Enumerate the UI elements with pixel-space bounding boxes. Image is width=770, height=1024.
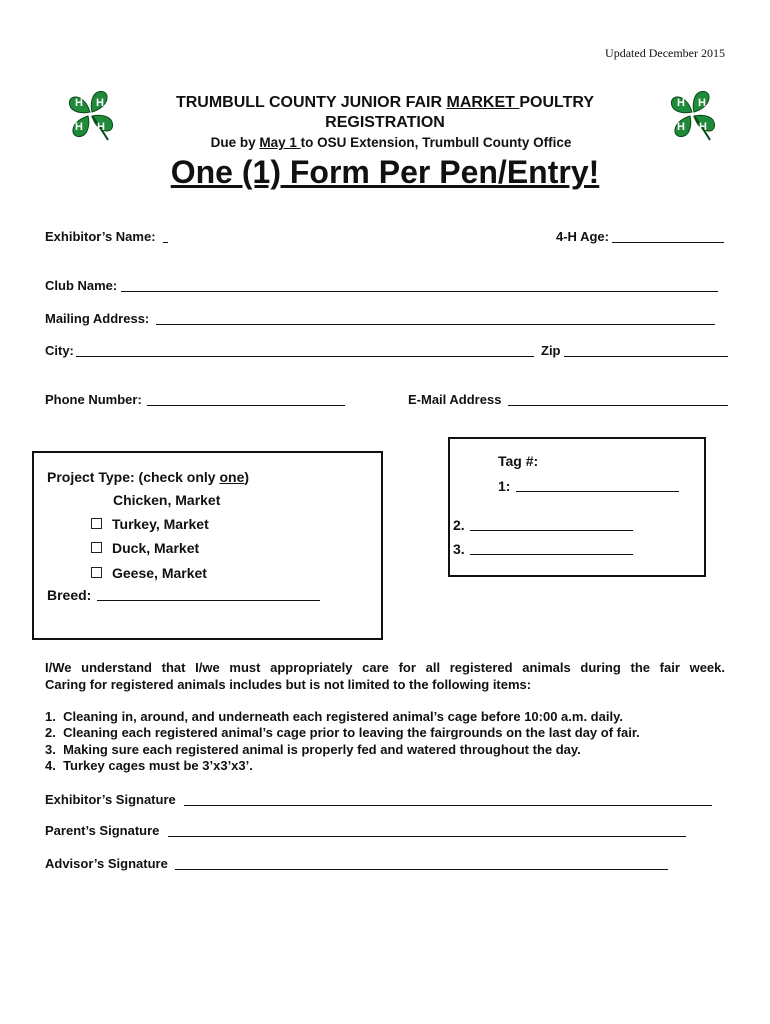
agreement-item-4: 4. Turkey cages must be 3’x3’x3’. <box>45 758 253 773</box>
tag-3-field[interactable] <box>470 554 633 555</box>
form-title-line1: TRUMBULL COUNTY JUNIOR FAIR MARKET POULTRY <box>175 94 595 111</box>
advisor-signature-field[interactable] <box>175 869 668 870</box>
zip-field[interactable] <box>564 356 728 357</box>
club-name-label: Club Name: <box>45 278 118 293</box>
option-geese[interactable]: Geese, Market <box>91 565 207 581</box>
updated-date: Updated December 2015 <box>605 46 725 60</box>
city-field[interactable] <box>76 356 534 357</box>
checkbox-icon[interactable] <box>91 567 102 578</box>
option-turkey[interactable]: Turkey, Market <box>91 516 209 532</box>
tag-1-field[interactable] <box>516 491 679 492</box>
banner-heading: One (1) Form Per Pen/Entry! <box>170 154 600 190</box>
svg-text:H: H <box>96 97 104 109</box>
checkbox-icon[interactable] <box>91 542 102 553</box>
agreement-intro-2: Caring for registered animals includes but is not limited to the following items: <box>45 677 532 692</box>
option-duck[interactable]: Duck, Market <box>91 540 199 556</box>
city-label: City: <box>45 343 74 358</box>
email-label: E-Mail Address <box>408 392 502 407</box>
svg-text:H: H <box>698 97 706 109</box>
parent-signature-label: Parent’s Signature <box>45 823 160 838</box>
breed-field[interactable] <box>97 600 320 601</box>
svg-text:H: H <box>677 121 685 133</box>
form-title-line2: REGISTRATION <box>325 114 445 131</box>
mailing-address-label: Mailing Address: <box>45 311 150 326</box>
tag-2-field[interactable] <box>470 530 633 531</box>
email-field[interactable] <box>508 405 728 406</box>
exhibitor-name-field[interactable] <box>163 242 168 243</box>
tag-1-label: 1: <box>498 478 511 494</box>
breed-label: Breed: <box>47 587 92 603</box>
tag-title: Tag #: <box>498 453 539 469</box>
mailing-address-field[interactable] <box>156 324 715 325</box>
parent-signature-field[interactable] <box>168 836 686 837</box>
exhibitor-signature-field[interactable] <box>184 805 712 806</box>
advisor-signature-label: Advisor’s Signature <box>45 856 168 871</box>
club-name-field[interactable] <box>121 291 718 292</box>
svg-text:H: H <box>699 121 707 133</box>
agreement-item-1: 1. Cleaning in, around, and underneath each registered animal’s cage before 10:00 a.m. daily. <box>45 709 623 724</box>
tag-3-label: 3. <box>453 541 465 557</box>
phone-label: Phone Number: <box>45 392 142 407</box>
svg-text:H: H <box>75 121 83 133</box>
agreement-item-2: 2. Cleaning each registered animal’s cage prior to leaving the fairgrounds on the last day of fair. <box>45 725 640 740</box>
exhibitor-name-label: Exhibitor’s Name: <box>45 229 156 244</box>
tag-box <box>448 437 706 577</box>
due-date-line: Due by May 1 to OSU Extension, Trumbull County Office <box>210 135 572 150</box>
option-chicken[interactable]: Chicken, Market <box>113 492 221 508</box>
exhibitor-signature-label: Exhibitor’s Signature <box>45 792 176 807</box>
svg-text:H: H <box>75 97 83 109</box>
tag-2-label: 2. <box>453 517 465 533</box>
phone-field[interactable] <box>147 405 345 406</box>
age-label: 4-H Age: <box>556 229 609 244</box>
agreement-item-3: 3. Making sure each registered animal is properly fed and watered throughout the day. <box>45 742 581 757</box>
agreement-intro-1: I/We understand that I/we must appropriately care for all registered animals during the fair week. <box>45 660 725 675</box>
zip-label: Zip <box>541 343 561 358</box>
svg-text:H: H <box>677 97 685 109</box>
checkbox-icon[interactable] <box>91 518 102 529</box>
age-field[interactable] <box>612 242 724 243</box>
project-type-label: Project Type: (check only one) <box>47 469 250 485</box>
svg-text:H: H <box>97 121 105 133</box>
